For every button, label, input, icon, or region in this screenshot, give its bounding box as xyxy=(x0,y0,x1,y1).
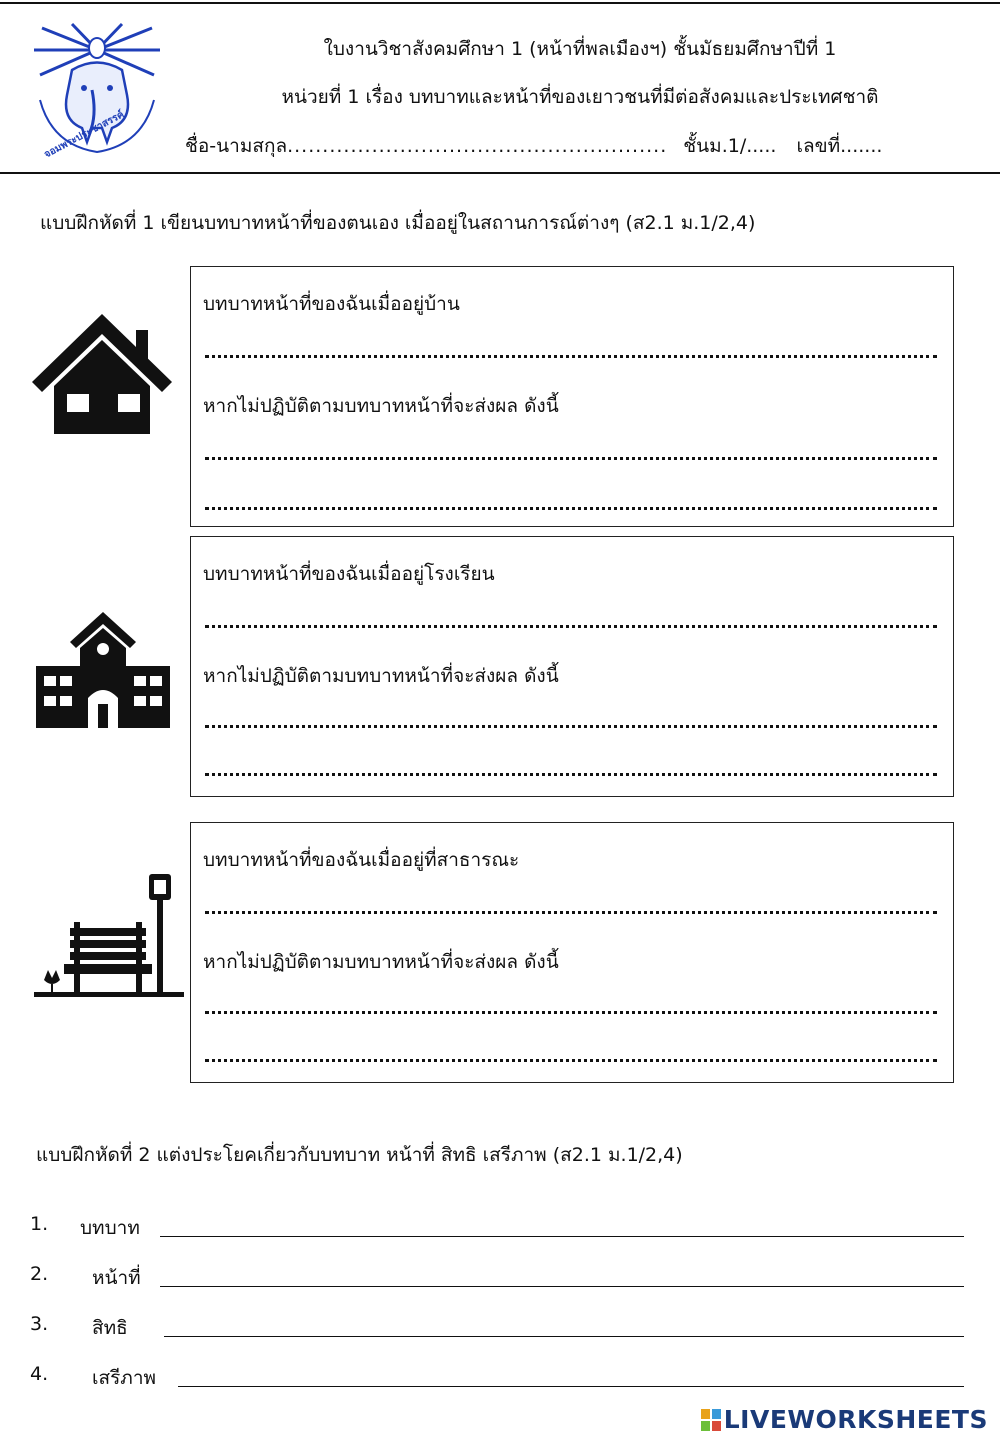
school-icon xyxy=(36,612,170,728)
item-label: สิทธิ xyxy=(92,1317,128,1339)
student-info-row xyxy=(185,131,882,161)
school-duty-box xyxy=(190,536,954,797)
home-role-prompt: บทบาทหน้าที่ของฉันเมื่ออยู่บ้าน xyxy=(203,293,460,315)
watermark-text: LIVEWORKSHEETS xyxy=(723,1405,988,1434)
item-label: หน้าที่ xyxy=(92,1267,141,1289)
exercise2-title: แบบฝึกหัดที่ 2 แต่งประโยคเกี่ยวกับบทบาท หน้าที่ สิทธิ เสรีภาพ (ส2.1 ม.1/2,4) xyxy=(36,1144,683,1166)
class-field[interactable]: ชั้นม.1/..... xyxy=(683,135,777,157)
unit-title: หน่วยที่ 1 เรื่อง บทบาทและหน้าที่ของเยาวชนที่มีต่อสังคมและประเทศชาติ xyxy=(281,86,879,108)
public-consequence-prompt: หากไม่ปฏิบัติตามบทบาทหน้าที่จะส่งผล ดังนี้ xyxy=(203,951,559,973)
school-logo-icon xyxy=(32,20,162,160)
school-role-answer-line[interactable] xyxy=(205,625,937,628)
liveworksheets-logo-icon xyxy=(701,1408,721,1430)
item-answer-line[interactable] xyxy=(160,1286,964,1287)
school-consequence-answer-line-1[interactable] xyxy=(205,725,937,728)
header-top-rule xyxy=(0,2,1000,4)
exercise1-title: แบบฝึกหัดที่ 1 เขียนบทบาทหน้าที่ของตนเอง เมื่ออยู่ในสถานการณ์ต่างๆ (ส2.1 ม.1/2,4) xyxy=(40,212,756,234)
item-number: 1. xyxy=(30,1213,49,1235)
item-number: 3. xyxy=(30,1313,49,1335)
home-duty-box xyxy=(190,266,954,527)
public-duty-box xyxy=(190,822,954,1083)
public-consequence-answer-line-1[interactable] xyxy=(205,1011,937,1014)
item-answer-line[interactable] xyxy=(178,1386,964,1387)
number-field[interactable]: เลขที่....... xyxy=(796,135,883,157)
public-consequence-answer-line-2[interactable] xyxy=(205,1059,937,1062)
home-consequence-prompt: หากไม่ปฏิบัติตามบทบาทหน้าที่จะส่งผล ดังนี้ xyxy=(203,395,559,417)
item-label: บทบาท xyxy=(80,1217,140,1239)
public-role-answer-line[interactable] xyxy=(205,911,937,914)
item-label: เสรีภาพ xyxy=(92,1367,157,1389)
park-bench-icon xyxy=(34,872,184,1000)
house-icon xyxy=(32,312,172,436)
header-bottom-rule xyxy=(0,172,1000,174)
home-consequence-answer-line-1[interactable] xyxy=(205,457,937,460)
worksheet-title: ใบงานวิชาสังคมศึกษา 1 (หน้าที่พลเมืองฯ) ชั้นมัธยมศึกษาปีที่ 1 xyxy=(323,38,837,60)
item-number: 4. xyxy=(30,1363,49,1385)
item-answer-line[interactable] xyxy=(160,1236,964,1237)
school-consequence-prompt: หากไม่ปฏิบัติตามบทบาทหน้าที่จะส่งผล ดังนี้ xyxy=(203,665,559,687)
public-role-prompt: บทบาทหน้าที่ของฉันเมื่ออยู่ที่สาธารณะ xyxy=(203,849,520,871)
home-consequence-answer-line-2[interactable] xyxy=(205,507,937,510)
name-field[interactable]: ...................................................... xyxy=(287,135,668,157)
item-answer-line[interactable] xyxy=(164,1336,964,1337)
school-role-prompt: บทบาทหน้าที่ของฉันเมื่ออยู่โรงเรียน xyxy=(203,563,495,585)
name-label: ชื่อ-นามสกุล xyxy=(185,135,288,157)
school-consequence-answer-line-2[interactable] xyxy=(205,773,937,776)
home-role-answer-line[interactable] xyxy=(205,355,937,358)
logo-text: จอมพระประชาสรรค์ xyxy=(42,109,127,161)
liveworksheets-watermark xyxy=(701,1405,988,1434)
item-number: 2. xyxy=(30,1263,49,1285)
